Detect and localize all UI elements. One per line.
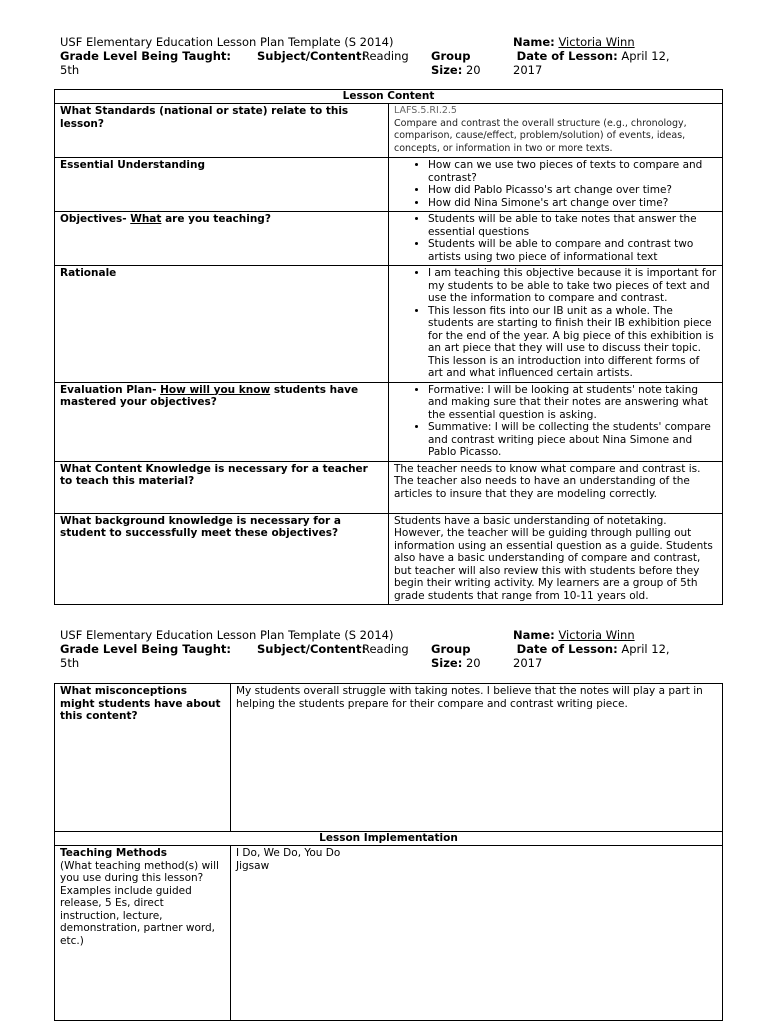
misconceptions-label: What misconceptions might students have about this content? [55,684,231,832]
name-field [513,628,635,642]
rationale-label: Rationale [55,266,389,383]
background-label: What background knowledge is necessary for a student to successfully meet these objectives? [55,513,389,605]
evaluation-label-how: How will you know [160,383,271,396]
standards-label: What Standards (national or state) relate to this lesson? [55,104,389,158]
template-title: USF Elementary Education Lesson Plan Template (S 2014) [60,35,394,49]
subject-label: Subject/Content: [257,49,367,63]
table-row [55,846,723,1021]
size-value: 20 [465,63,481,77]
section-title-lesson-content: Lesson Content [55,90,723,104]
date-year: 2017 [513,63,543,77]
grade-value: 5th [60,63,80,77]
methods-line-2: Jigsaw [236,859,270,872]
objectives-label [55,212,389,266]
date-label: Date of Lesson: [516,642,618,656]
objectives-label-post: are you teaching? [165,213,271,225]
list-item: • How did Nina Simone's art change over time? [428,197,717,210]
subject-value: Reading [362,49,409,63]
rationale-cell [389,266,723,383]
section-title-lesson-implementation: Lesson Implementation [55,832,723,846]
name-value: Victoria Winn [558,628,635,642]
name-value: Victoria Winn [558,35,635,49]
subject-field [257,642,366,656]
date-value: April 12, [621,642,670,656]
list-item: • Formative: I will be looking at students' note taking and making sure that their notes are answering what the essential question is asking. [428,384,717,422]
standards-text: Compare and contrast the overall structure (e.g., chronology, comparison, cause/effect, problem/solution) of events, ideas, concepts, or information in two or more texts. [394,117,687,154]
date-field [513,642,670,656]
table-row [55,684,723,832]
table-row [55,382,723,461]
methods-label: Teaching Methods [60,847,167,859]
grade-label: Grade Level Being Taught: [60,642,232,656]
name-label: Name: [513,35,555,49]
grade-label: Grade Level Being Taught: [60,49,232,63]
size-value: 20 [465,656,481,670]
table-row [55,104,723,158]
name-label: Name: [513,628,555,642]
essential-label: Essential Understanding [55,158,389,212]
template-title: USF Elementary Education Lesson Plan Template (S 2014) [60,628,394,642]
group-size [431,656,481,670]
table-row [55,158,723,212]
background-text: Students have a basic understanding of notetaking. However, the teacher will be guiding through pulling out information using an essential question as a guide. Students also have a basic understanding of compare and contrast, but teacher will also review this with students before they begin their writing activity. My learners are a group of 5th grade students that range from 10-11 years old. [389,513,723,605]
grade-value: 5th [60,656,80,670]
table-row [55,266,723,383]
misconceptions-text: My students overall struggle with taking notes. I believe that the notes will play a part in helping the students prepare for their compare and contrast writing piece. [231,684,723,832]
list-item: • How can we use two pieces of texts to compare and contrast? [428,159,717,184]
methods-desc: (What teaching method(s) will you use during this lesson? Examples include guided release, 5 Es, direct instruction, lecture, demonstration, partner word, etc.) [60,859,219,947]
evaluation-label-post: students have mastered your objectives? [60,383,359,408]
list-item: • How did Pablo Picasso's art change over time? [428,184,717,197]
date-value: April 12, [621,49,670,63]
date-field [513,49,670,63]
standards-cell [389,104,723,158]
content-knowledge-label: What Content Knowledge is necessary for a teacher to teach this material? [55,461,389,513]
evaluation-cell [389,382,723,461]
methods-line-1: I Do, We Do, You Do [236,847,341,859]
list-item: • This lesson fits into our IB unit as a whole. The students are starting to finish their IB exhibition piece for the end of the year. A big piece of this exhibition is an art piece that they will use to discuss their topic. This lesson is an introduction into different forms of art and what influenced certain artists. [428,305,717,380]
subject-value: Reading [362,642,409,656]
group-size [431,63,481,77]
table-row [55,513,723,605]
evaluation-label-pre: Evaluation Plan- [60,383,157,396]
objectives-label-what: What [130,213,162,225]
table-row [55,212,723,266]
size-label: Size: [431,63,463,77]
lesson-content-table [54,89,723,605]
size-label: Size: [431,656,463,670]
date-year: 2017 [513,656,543,670]
table-row [55,461,723,513]
standards-code: LAFS.5.RI.2.5 [394,105,457,116]
methods-label-cell [55,846,231,1021]
name-field [513,35,635,49]
list-item: • Students will be able to take notes that answer the essential questions [428,213,717,238]
subject-label: Subject/Content: [257,642,367,656]
group-label: Group [431,49,471,63]
list-item: • Summative: I will be collecting the students' compare and contrast writing piece about Nina Simone and Pablo Picasso. [428,421,717,459]
essential-cell [389,158,723,212]
evaluation-label [55,382,389,461]
lesson-implementation-table [54,683,723,1021]
list-item: • Students will be able to compare and contrast two artists using two piece of informational text [428,238,717,263]
content-knowledge-text: The teacher needs to know what compare and contrast is. The teacher also needs to have an understanding of the articles to insure that they are modeling correctly. [389,461,723,513]
date-label: Date of Lesson: [516,49,618,63]
objectives-cell [389,212,723,266]
methods-cell [231,846,723,1021]
list-item: • I am teaching this objective because it is important for my students to be able to take two pieces of text and use the information to compare and contrast. [428,267,717,305]
subject-field [257,49,366,63]
group-label: Group [431,642,471,656]
objectives-label-pre: Objectives- [60,213,127,225]
